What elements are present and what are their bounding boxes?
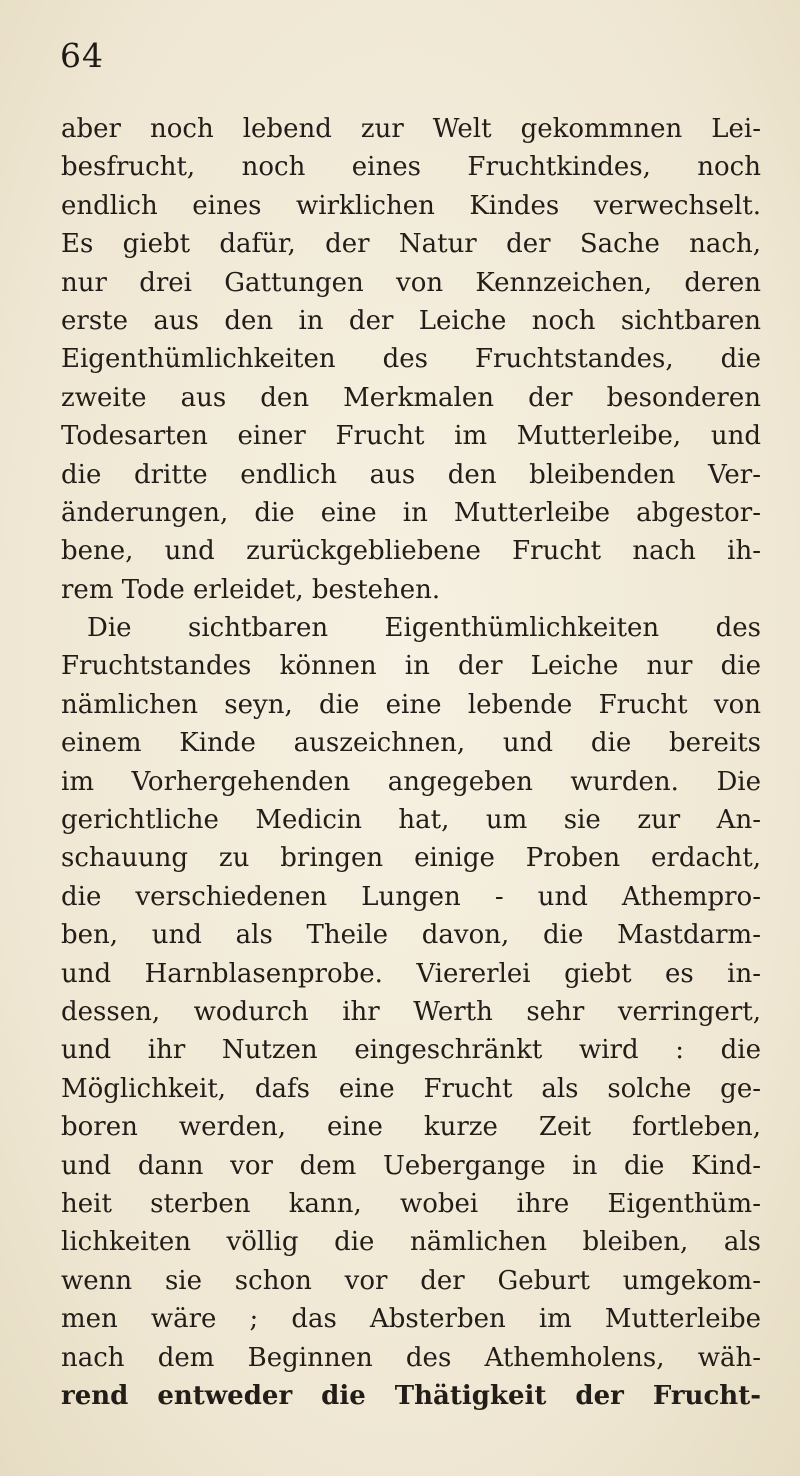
text-line: Möglichkeit, dafs eine Frucht als solche ge-	[61, 1073, 761, 1104]
text-line: im Vorhergehenden angegeben wurden. Die	[61, 766, 761, 797]
text-line: Todesarten einer Frucht im Mutterleibe, und	[61, 421, 761, 452]
text-line: Fruchtstandes können in der Leiche nur die	[61, 651, 761, 682]
text-line: rend entweder die Thätigkeit der Frucht-	[61, 1380, 761, 1411]
text-line: änderungen, die eine in Mutterleibe abgestor-	[61, 497, 761, 528]
text-line: die verschiedenen Lungen - und Athempro-	[61, 881, 761, 912]
text-line: Eigenthümlichkeiten des Fruchtstandes, die	[61, 344, 761, 375]
text-line: heit sterben kann, wobei ihre Eigenthüm-	[61, 1188, 761, 1219]
text-line: gerichtliche Medicin hat, um sie zur An-	[61, 805, 761, 836]
paragraph-end-line: rem Tode erleidet, bestehen.	[61, 574, 441, 605]
text-line: nur drei Gattungen von Kennzeichen, deren	[61, 267, 761, 298]
paragraph-start-line: Die sichtbaren Eigenthümlichkeiten des	[87, 613, 761, 644]
text-line: zweite aus den Merkmalen der besonderen	[61, 382, 761, 413]
text-line: boren werden, eine kurze Zeit fortleben,	[61, 1112, 761, 1143]
text-line: und ihr Nutzen eingeschränkt wird : die	[61, 1035, 761, 1066]
text-line: einem Kinde auszeichnen, und die bereits	[61, 728, 761, 759]
text-line: bene, und zurückgebliebene Frucht nach ih-	[61, 536, 761, 567]
body-text	[61, 110, 761, 1415]
text-line: schauung zu bringen einige Proben erdacht,	[61, 843, 761, 874]
page-number: 64	[60, 36, 104, 75]
text-line: nämlichen seyn, die eine lebende Frucht von	[61, 689, 761, 720]
text-line: ben, und als Theile davon, die Mastdarm-	[61, 920, 761, 951]
text-line: men wäre ; das Absterben im Mutterleibe	[61, 1304, 761, 1335]
text-line: die dritte endlich aus den bleibenden Ver-	[61, 459, 761, 490]
text-line: und Harnblasenprobe. Viererlei giebt es in-	[61, 958, 761, 989]
text-line: endlich eines wirklichen Kindes verwechselt.	[61, 190, 761, 221]
text-line: erste aus den in der Leiche noch sichtbaren	[61, 305, 761, 336]
text-line: und dann vor dem Uebergange in die Kind-	[61, 1150, 761, 1181]
text-line: dessen, wodurch ihr Werth sehr verringert,	[61, 996, 761, 1027]
text-line: nach dem Beginnen des Athemholens, wäh-	[61, 1342, 761, 1373]
text-line: besfrucht, noch eines Fruchtkindes, noch	[61, 152, 761, 183]
text-line: aber noch lebend zur Welt gekommnen Lei-	[61, 114, 761, 144]
text-line: lichkeiten völlig die nämlichen bleiben, als	[61, 1227, 761, 1258]
text-line: wenn sie schon vor der Geburt umgekom-	[61, 1265, 761, 1296]
text-line: Es giebt dafür, der Natur der Sache nach,	[61, 229, 761, 260]
